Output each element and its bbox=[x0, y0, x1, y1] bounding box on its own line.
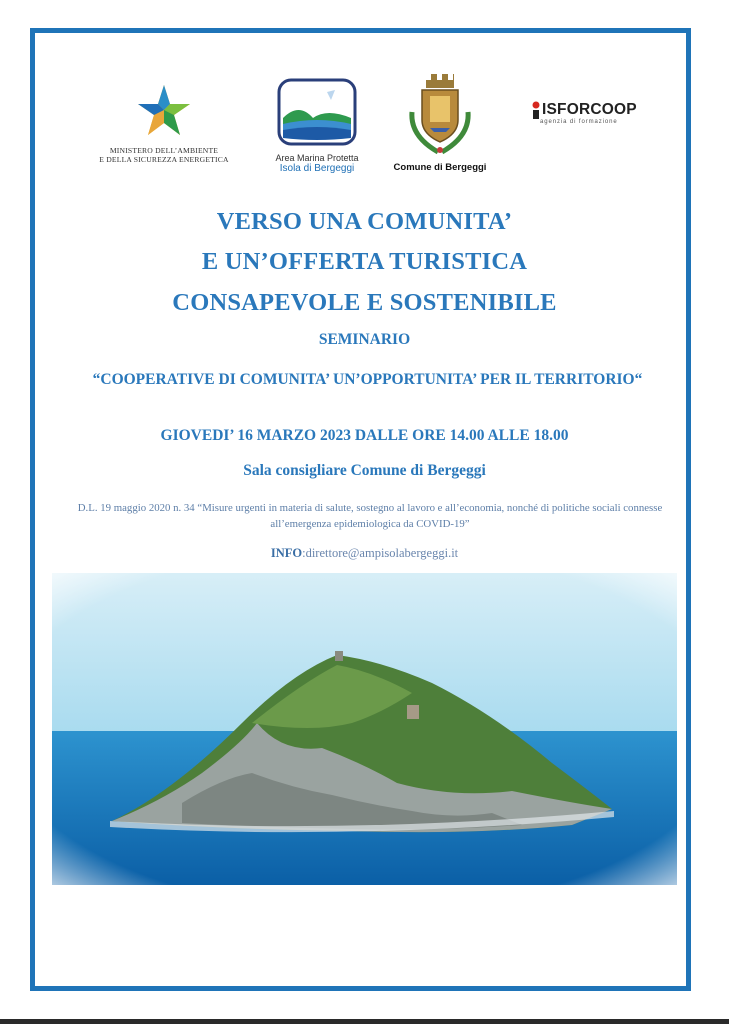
comune-label: Comune di Bergeggi bbox=[393, 162, 487, 173]
event-date-time: GIOVEDI’ 16 MARZO 2023 DALLE ORE 14.00 ALLE 18.00 bbox=[160, 427, 569, 444]
seminar-title: “COOPERATIVE DI COMUNITA’ UN’OPPORTUNITA’ PER IL TERRITORIO“ bbox=[92, 371, 643, 388]
marine-area-logo bbox=[268, 78, 366, 178]
island-photo bbox=[52, 573, 677, 885]
marine-area-emblem-icon bbox=[277, 78, 357, 146]
ministry-name-line2: E DELLA SICUREZZA ENERGETICA bbox=[99, 155, 229, 164]
title-line-1: VERSO UNA COMUNITA’ bbox=[216, 208, 513, 235]
bottom-bar bbox=[0, 1019, 729, 1024]
marine-area-line2: Isola di Bergeggi bbox=[279, 163, 355, 174]
comune-coat-of-arms-icon bbox=[404, 72, 476, 156]
legal-note: D.L. 19 maggio 2020 n. 34 “Misure urgenti in materia di salute, sostegno al lavoro e all’economia, nonché di politiche sociali connesse all’emergenza epidemiologica da COVID-19” bbox=[77, 502, 663, 530]
info-separator: : bbox=[302, 546, 306, 560]
title-line-3: CONSAPEVOLE E SOSTENIBILE bbox=[172, 289, 557, 316]
marine-area-line1: Area Marina Protetta bbox=[275, 153, 359, 163]
event-venue: Sala consigliare Comune di Bergeggi bbox=[243, 462, 486, 479]
info-email[interactable]: direttore@ampisolabergeggi.it bbox=[305, 546, 459, 560]
ministry-logo bbox=[88, 82, 240, 162]
isforcoop-mark-icon bbox=[530, 101, 542, 119]
ministry-name-line1: MINISTERO DELL’AMBIENTE bbox=[109, 146, 219, 155]
info-line bbox=[34, 546, 695, 561]
title-line-2: E UN’OFFERTA TURISTICA bbox=[201, 248, 528, 275]
isforcoop-logo bbox=[530, 101, 640, 141]
event-type: SEMINARIO bbox=[318, 331, 411, 348]
isforcoop-tagline: agenzia di formazione bbox=[540, 119, 618, 125]
comune-logo bbox=[390, 72, 490, 182]
info-label: INFO bbox=[270, 546, 303, 560]
isforcoop-brand: ISFORCOOP bbox=[542, 101, 637, 118]
ministry-star-icon bbox=[134, 82, 194, 140]
